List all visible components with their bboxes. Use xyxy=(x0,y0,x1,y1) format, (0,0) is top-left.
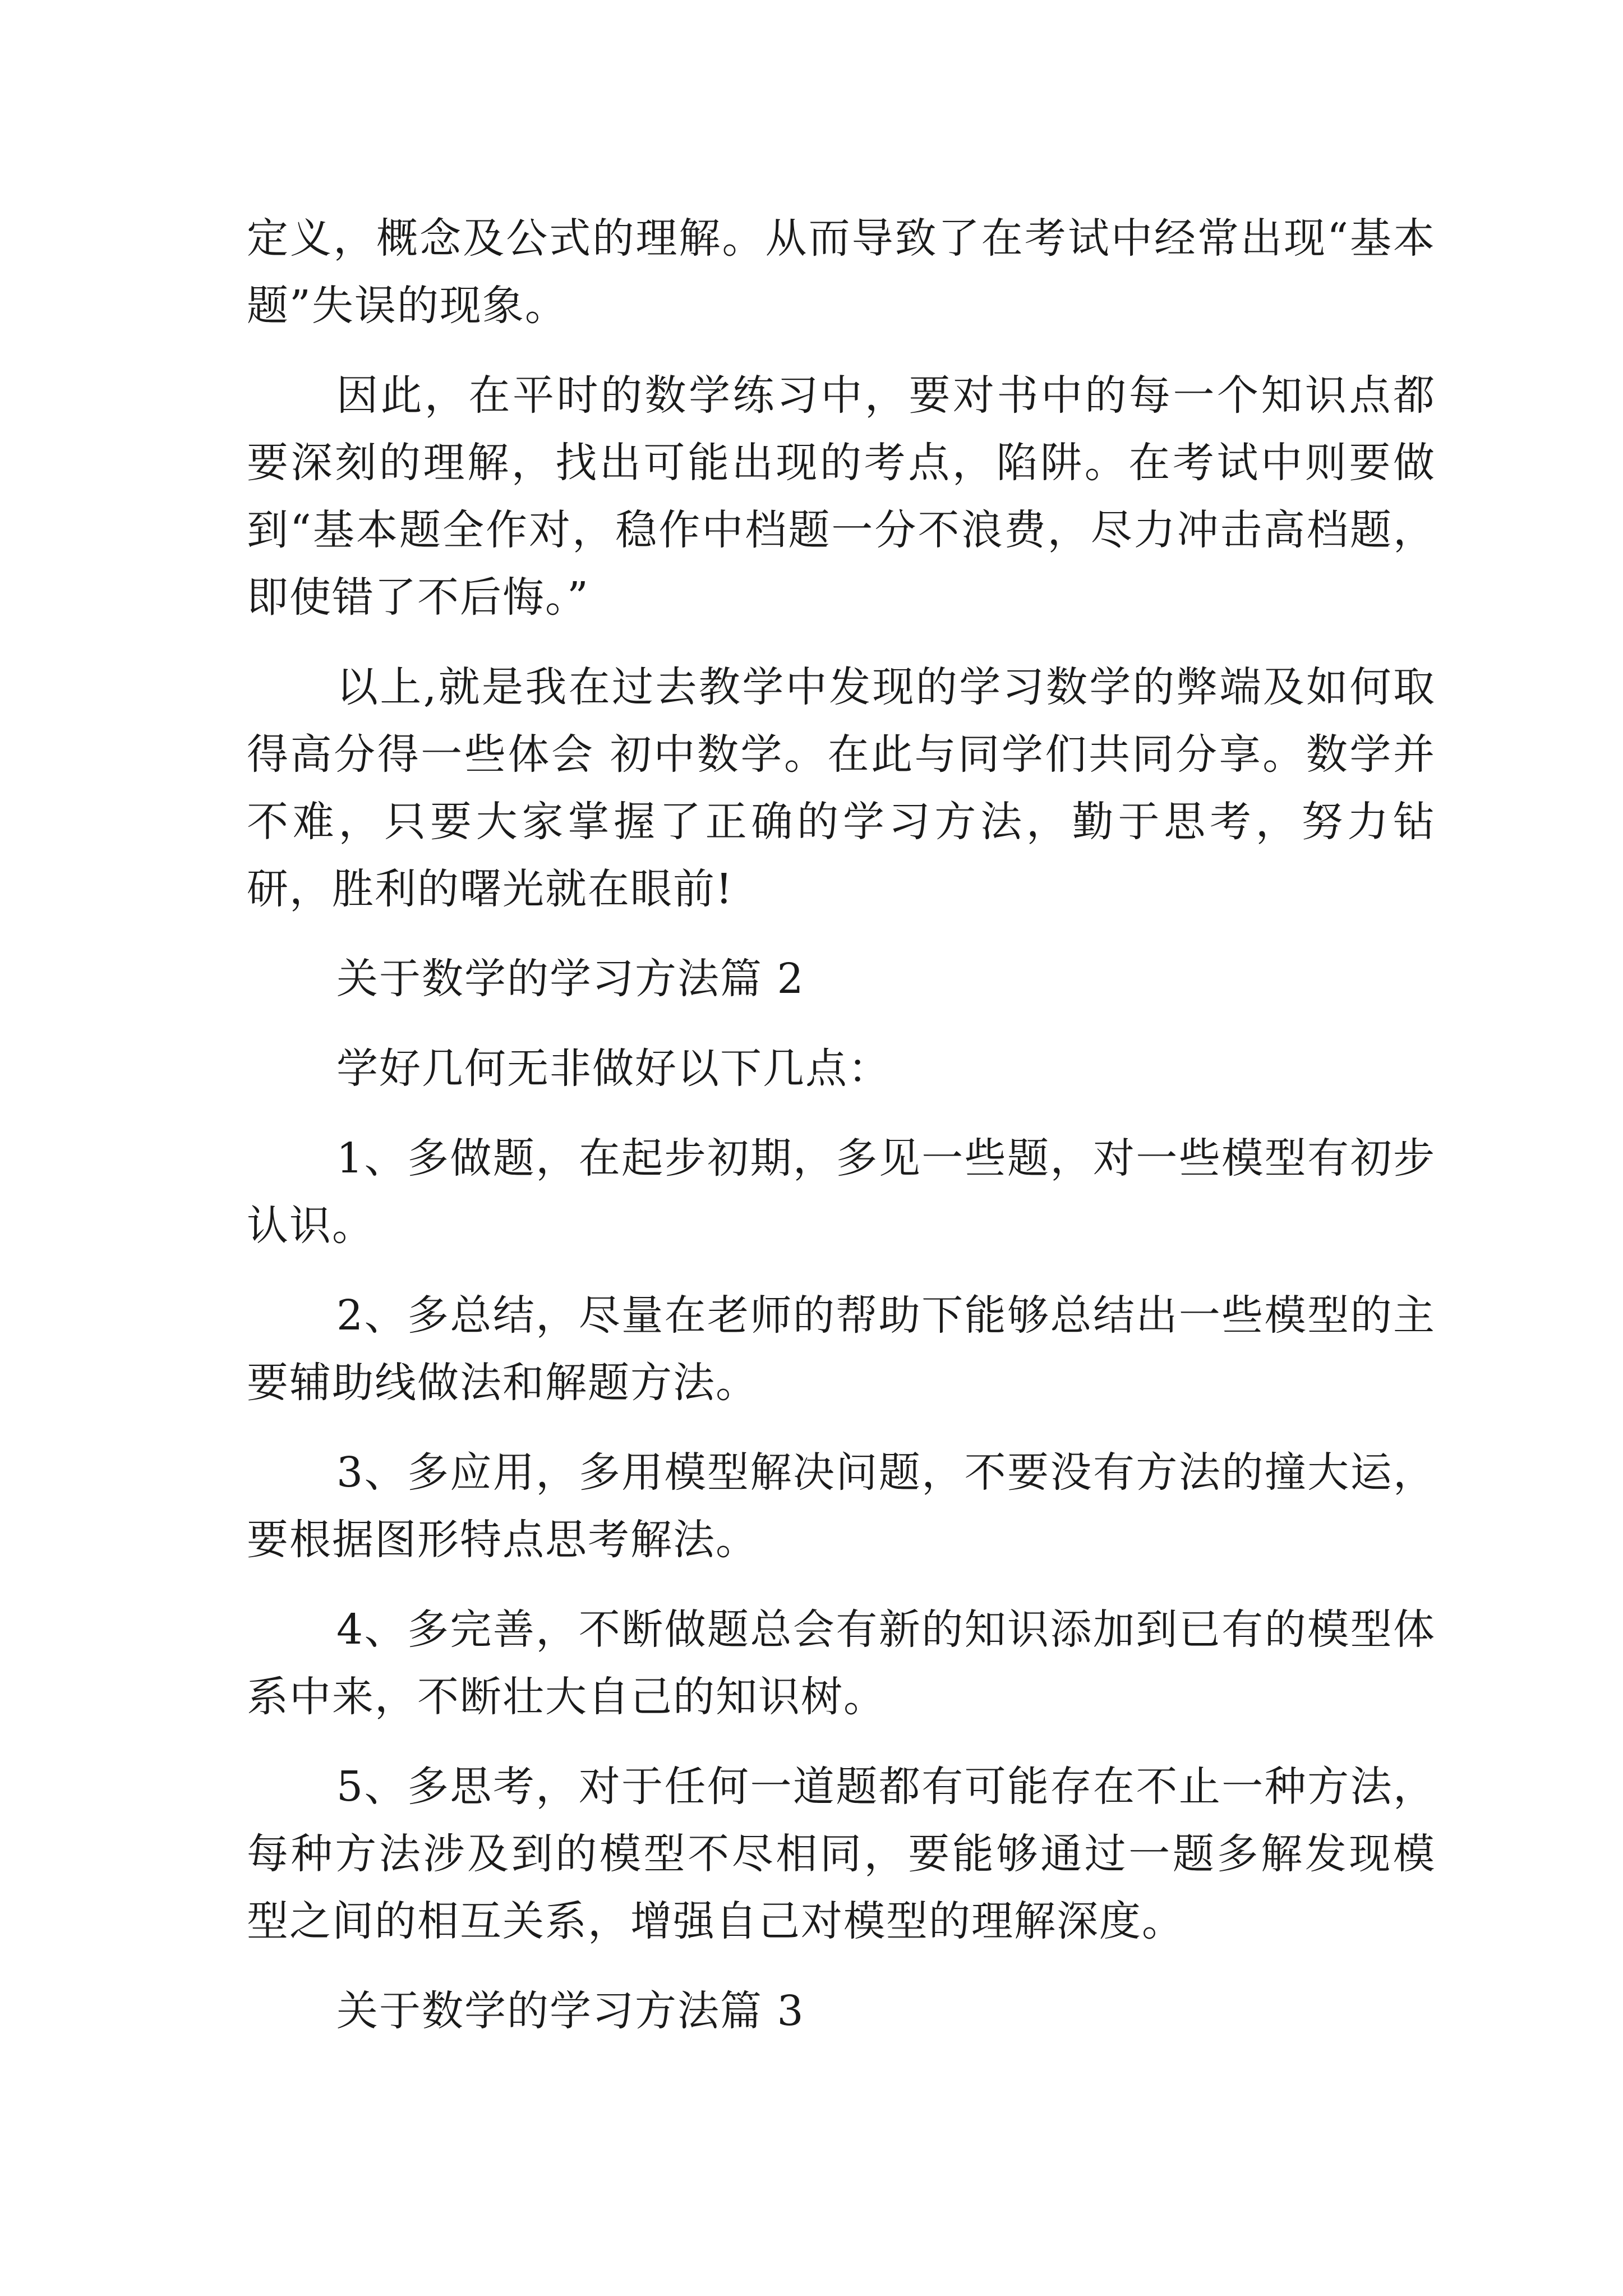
list-item-3: 3、多应用，多用模型解决问题，不要没有方法的撞大运，要根据图形特点思考解法。 xyxy=(247,1448,1436,1564)
list-item-2: 2、多总结，尽量在老师的帮助下能够总结出一些模型的主要辅助线做法和解题方法。 xyxy=(247,1291,1436,1407)
paragraph-definitions: 定义，概念及公式的理解。从而导致了在考试中经常出现“基本题”失误的现象。 xyxy=(247,214,1436,330)
document-page xyxy=(247,205,1436,2067)
paragraph-therefore: 因此，在平时的数学练习中，要对书中的每一个知识点都要深刻的理解，找出可能出现的考点，陷阱。在考试中则要做到“基本题全作对，稳作中档题一分不浪费，尽力冲击高档题，即使错了不后悔。” xyxy=(247,371,1436,622)
paragraph-geometry-intro: 学好几何无非做好以下几点： xyxy=(336,1045,891,1093)
section-heading-3: 关于数学的学习方法篇 3 xyxy=(336,1987,805,2035)
list-item-5: 5、多思考，对于任何一道题都有可能存在不止一种方法，每种方法涉及到的模型不尽相同，要能够通过一题多解发现模型之间的相互关系，增强自己对模型的理解深度。 xyxy=(247,1763,1436,1945)
list-item-1: 1、多做题，在起步初期，多见一些题，对一些模型有初步认识。 xyxy=(247,1134,1436,1250)
section-heading-2: 关于数学的学习方法篇 2 xyxy=(336,955,805,1003)
paragraph-summary: 以上,就是我在过去教学中发现的学习数学的弊端及如何取得高分得一些体会 初中数学。在此与同学们共同分享。数学并不难，只要大家掌握了正确的学习方法，勤于思考，努力钻研，胜利的曙光就在眼前! xyxy=(247,663,1436,913)
list-item-4: 4、多完善，不断做题总会有新的知识添加到已有的模型体系中来，不断壮大自己的知识树。 xyxy=(247,1605,1436,1721)
